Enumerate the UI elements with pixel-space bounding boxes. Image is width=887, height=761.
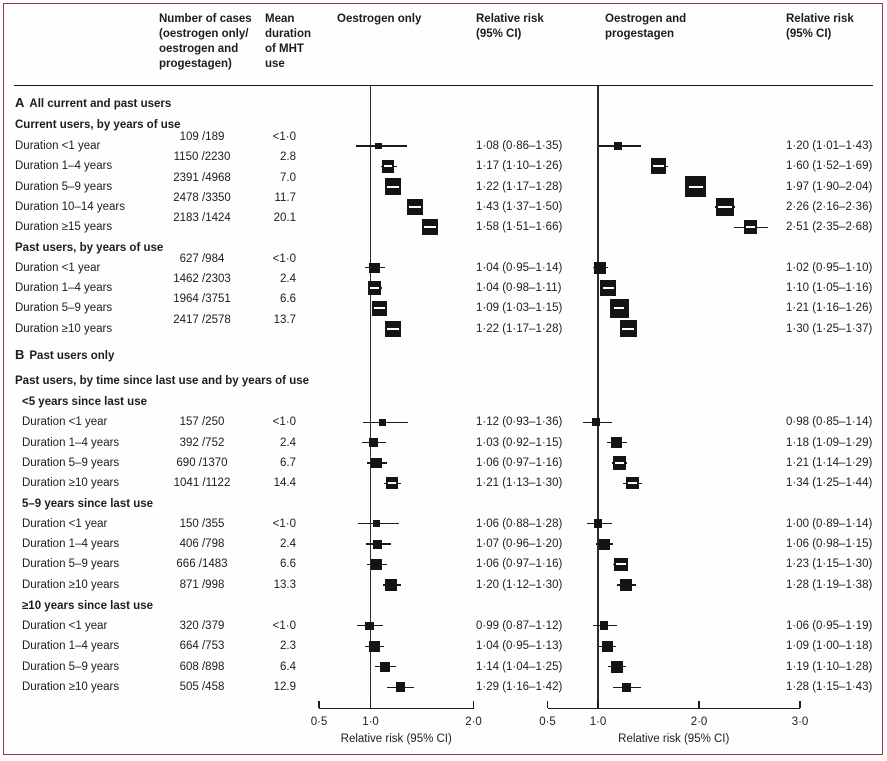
header-line: (95% CI) <box>786 28 832 40</box>
section-title: A All current and past users <box>15 95 172 110</box>
mean-duration-value: 6.6 <box>280 558 296 571</box>
forest-marker <box>594 519 603 528</box>
mean-duration-value: <1·0 <box>272 252 296 265</box>
rr-text-oestrogen-progestagen: 1·21 (1·16–1·26) <box>786 302 873 315</box>
x-axis-tick-label: 2·0 <box>690 716 708 728</box>
rr-text-oestrogen-only: 1·04 (0·95–1·14) <box>476 261 563 274</box>
row-label: Duration <1 year <box>22 416 108 429</box>
mean-duration-value: <1·0 <box>272 619 296 632</box>
rr-text-oestrogen-only: 1·21 (1·13–1·30) <box>476 477 563 490</box>
cases-value: 2391 /4968 <box>173 171 231 184</box>
row-label: Duration 1–4 years <box>22 640 120 653</box>
x-axis-line-plot2 <box>548 708 801 709</box>
header-line: use <box>265 58 285 70</box>
rr-text-oestrogen-only: 1·14 (1·04–1·25) <box>476 660 563 673</box>
ci-inner-line <box>615 462 624 464</box>
rr-text-oestrogen-progestagen: 2·51 (2·35–2·68) <box>786 221 873 234</box>
forest-marker <box>600 621 609 630</box>
forest-marker <box>594 262 606 274</box>
mean-duration-value: <1·0 <box>272 416 296 429</box>
ci-inner-line <box>374 307 385 309</box>
rr-text-oestrogen-progestagen: 1·09 (1·00–1·18) <box>786 640 873 653</box>
forest-marker <box>599 539 610 550</box>
header-line: Relative risk <box>476 13 544 25</box>
x-axis-tick-label: 0·5 <box>539 716 556 728</box>
forest-marker <box>592 418 600 426</box>
cases-value: 2478 /3350 <box>173 191 231 204</box>
rr-text-oestrogen-only: 1·06 (0·97–1·16) <box>476 456 563 469</box>
forest-marker <box>622 683 631 692</box>
rr-text-oestrogen-only: 1·04 (0·98–1·11) <box>476 282 562 295</box>
mean-duration-value: 13.7 <box>273 313 296 326</box>
x-axis-title: Relative risk (95% CI) <box>618 733 730 745</box>
cases-value: 320 /379 <box>179 619 225 632</box>
mean-duration-value: 6.6 <box>280 293 296 306</box>
rr-text-oestrogen-progestagen: 1·19 (1·10–1·28) <box>786 660 873 673</box>
x-axis-tick <box>799 701 800 708</box>
ci-inner-line <box>614 307 624 309</box>
cases-value: 2417 /2578 <box>173 313 231 326</box>
header-line: (oestrogen only/ <box>159 28 249 40</box>
rr-text-oestrogen-progestagen: 0·98 (0·85–1·14) <box>786 416 873 429</box>
row-label: Duration <1 year <box>22 517 108 530</box>
rr-text-oestrogen-only: 1·58 (1·51–1·66) <box>476 221 563 234</box>
rr-text-oestrogen-progestagen: 1·23 (1·15–1·30) <box>786 558 873 571</box>
x-axis-tick-label: 2·0 <box>465 716 482 728</box>
ci-inner-line <box>387 328 398 330</box>
cases-value: 157 /250 <box>179 416 225 429</box>
mean-duration-value: 12.9 <box>273 681 296 694</box>
x-axis-tick-label: 0·5 <box>310 716 328 728</box>
rr-text-oestrogen-progestagen: 1·21 (1·14–1·29) <box>786 456 873 469</box>
forest-marker <box>611 661 622 672</box>
x-axis-tick <box>597 701 598 708</box>
forest-marker <box>380 662 390 672</box>
rr-text-oestrogen-progestagen: 1·06 (0·98–1·15) <box>786 538 873 551</box>
ci-inner-line <box>388 482 396 484</box>
forest-marker <box>369 438 378 447</box>
forest-marker <box>379 419 386 426</box>
cases-value: 406 /798 <box>179 538 225 551</box>
rr-text-oestrogen-progestagen: 1·28 (1·15–1·43) <box>786 681 873 694</box>
header-line: oestrogen and <box>159 43 239 55</box>
ci-inner-line <box>718 206 732 208</box>
row-label: Duration <1 year <box>15 261 101 274</box>
header-line: of MHT <box>265 43 304 55</box>
header-line: Relative risk <box>786 13 854 25</box>
mean-duration-value: 2.4 <box>280 436 296 449</box>
row-label: Duration ≥15 years <box>15 221 113 234</box>
rr-text-oestrogen-progestagen: 1·18 (1·09–1·29) <box>786 436 873 449</box>
mean-duration-value: 7.0 <box>280 171 296 184</box>
row-label: Duration 1–4 years <box>22 538 120 551</box>
row-label: Duration ≥10 years <box>22 477 120 490</box>
forest-marker <box>373 540 382 549</box>
row-label: Duration 1–4 years <box>15 282 113 295</box>
forest-marker <box>396 682 406 692</box>
forest-marker <box>614 142 621 149</box>
rr-text-oestrogen-progestagen: 1·10 (1·05–1·16) <box>786 282 873 295</box>
row-label: Duration ≥10 years <box>22 578 120 591</box>
ci-inner-line <box>409 206 421 208</box>
rr-text-oestrogen-only: 0·99 (0·87–1·12) <box>476 619 563 632</box>
cases-value: 150 /355 <box>179 517 225 530</box>
rr-text-oestrogen-only: 1·12 (0·93–1·36) <box>476 416 563 429</box>
forest-marker <box>375 143 382 150</box>
x-axis-tick <box>473 701 474 708</box>
group-header: Past users, by years of use <box>15 241 164 254</box>
rr-text-oestrogen-only: 1·03 (0·92–1·15) <box>476 436 563 449</box>
mean-duration-value: 2.4 <box>280 538 296 551</box>
ci-inner-line <box>628 482 636 484</box>
rr-text-oestrogen-only: 1·22 (1·17–1·28) <box>476 180 563 193</box>
rr-text-oestrogen-only: 1·07 (0·96–1·20) <box>476 538 563 551</box>
rr-text-oestrogen-progestagen: 1·02 (0·95–1·10) <box>786 261 873 274</box>
rr-text-oestrogen-progestagen: 1·06 (0·95–1·19) <box>786 619 873 632</box>
group-header: 5–9 years since last use <box>22 497 154 510</box>
ci-inner-line <box>387 186 398 188</box>
forest-marker <box>365 622 373 630</box>
x-axis-tick <box>547 701 548 708</box>
mean-duration-value: 14.4 <box>273 477 296 490</box>
row-label: Duration ≥10 years <box>15 322 113 335</box>
forest-marker <box>369 641 379 651</box>
section-subtitle: Past users, by time since last use and by years of use <box>15 375 310 387</box>
header-line: Oestrogen and <box>605 13 687 25</box>
cases-value: 1041 /1122 <box>173 477 231 490</box>
rr-text-oestrogen-progestagen: 1·30 (1·25–1·37) <box>786 322 873 335</box>
mean-duration-value: 6.4 <box>280 660 296 673</box>
cases-value: 109 /189 <box>179 131 225 143</box>
rr-text-oestrogen-only: 1·08 (0·86–1·35) <box>476 140 563 152</box>
forest-marker <box>369 263 379 273</box>
cases-value: 627 /984 <box>179 252 225 265</box>
ci-inner-line <box>384 165 392 167</box>
rr-text-oestrogen-only: 1·43 (1·37–1·50) <box>476 200 563 213</box>
x-axis-tick <box>318 701 319 708</box>
rr-text-oestrogen-progestagen: 1·34 (1·25–1·44) <box>786 477 873 490</box>
x-axis-title: Relative risk (95% CI) <box>340 733 452 745</box>
mean-duration-value: 20.1 <box>273 212 296 225</box>
header-line: progestagen) <box>159 58 232 70</box>
header-line: duration <box>265 28 311 40</box>
group-header: ≥10 years since last use <box>22 599 153 612</box>
cases-value: 2183 /1424 <box>173 212 231 225</box>
mean-duration-value: 2.8 <box>280 151 296 164</box>
section-title: B Past users only <box>15 347 115 362</box>
row-label: Duration 10–14 years <box>15 200 125 213</box>
ci-inner-line <box>370 287 380 289</box>
mean-duration-value: 6.7 <box>280 456 296 469</box>
rr-text-oestrogen-only: 1·06 (0·88–1·28) <box>476 517 563 530</box>
forest-marker <box>602 641 613 652</box>
ci-inner-line <box>746 226 755 228</box>
cases-value: 608 /898 <box>179 660 225 673</box>
cases-value: 1964 /3751 <box>173 293 231 306</box>
header-line: progestagen <box>605 28 675 40</box>
header-line: Mean <box>265 13 295 25</box>
mean-duration-value: 11.7 <box>274 191 296 204</box>
cases-value: 505 /458 <box>179 681 225 694</box>
rr-text-oestrogen-progestagen: 1·28 (1·19–1·38) <box>786 578 873 591</box>
rr-text-oestrogen-only: 1·17 (1·10–1·26) <box>476 160 563 173</box>
mean-duration-value: 2.4 <box>280 273 296 286</box>
cases-value: 690 /1370 <box>176 456 228 469</box>
ci-inner-line <box>616 563 626 565</box>
rr-text-oestrogen-only: 1·04 (0·95–1·13) <box>476 640 563 653</box>
column-header-oestrogen-only: Oestrogen only <box>337 13 422 25</box>
row-label: Duration 5–9 years <box>22 456 120 469</box>
rr-text-oestrogen-progestagen: 1·00 (0·89–1·14) <box>786 517 873 530</box>
row-label: Duration <1 year <box>15 140 101 152</box>
x-axis-tick <box>370 701 371 708</box>
header-line: (95% CI) <box>476 28 522 40</box>
ci-inner-line <box>603 287 614 289</box>
reference-line-rr1-plot1 <box>370 86 371 708</box>
row-label: Duration 1–4 years <box>15 160 113 173</box>
cases-value: 1150 /2230 <box>173 151 231 164</box>
rr-text-oestrogen-progestagen: 1·60 (1·52–1·69) <box>786 160 873 173</box>
x-axis-line-plot1 <box>319 708 474 709</box>
forest-marker <box>385 579 396 590</box>
ci-inner-line <box>424 226 436 228</box>
group-header: Current users, by years of use <box>15 119 181 131</box>
forest-marker <box>371 458 382 469</box>
header-line: Number of cases <box>159 13 252 25</box>
rr-text-oestrogen-progestagen: 1·97 (1·90–2·04) <box>786 180 873 193</box>
row-label: Duration 5–9 years <box>22 558 120 571</box>
forest-marker <box>620 579 632 591</box>
rr-text-oestrogen-progestagen: 1·20 (1·01–1·43) <box>786 140 873 152</box>
row-label: Duration 5–9 years <box>15 302 113 315</box>
forest-marker <box>373 520 380 527</box>
section-letter: B <box>15 347 25 362</box>
cases-value: 1462 /2303 <box>173 273 231 286</box>
ci-inner-line <box>622 328 634 330</box>
rr-text-oestrogen-only: 1·29 (1·16–1·42) <box>476 681 563 694</box>
cases-value: 871 /998 <box>179 578 225 591</box>
cases-value: 392 /752 <box>179 436 225 449</box>
section-letter: A <box>15 95 25 110</box>
cases-value: 664 /753 <box>179 640 225 653</box>
mean-duration-value: 2.3 <box>280 640 296 653</box>
mean-duration-value: <1·0 <box>272 517 296 530</box>
x-axis-tick-label: 3·0 <box>791 716 809 728</box>
row-label: Duration <1 year <box>22 619 108 632</box>
x-axis-tick-label: 1·0 <box>589 716 607 728</box>
row-label: Duration ≥10 years <box>22 681 120 694</box>
mean-duration-value: 13.3 <box>273 578 296 591</box>
group-header: <5 years since last use <box>22 396 147 408</box>
x-axis-tick-label: 1·0 <box>362 716 379 728</box>
row-label: Duration 1–4 years <box>22 436 120 449</box>
rr-text-oestrogen-progestagen: 2·26 (2·16–2·36) <box>786 200 873 213</box>
ci-inner-line <box>653 165 665 167</box>
rr-text-oestrogen-only: 1·09 (1·03–1·15) <box>476 302 563 315</box>
ci-inner-line <box>689 186 703 188</box>
forest-marker <box>611 437 622 448</box>
rr-text-oestrogen-only: 1·20 (1·12–1·30) <box>476 578 563 591</box>
row-label: Duration 5–9 years <box>22 660 120 673</box>
cases-value: 666 /1483 <box>176 558 228 571</box>
x-axis-tick <box>698 701 699 708</box>
row-label: Duration 5–9 years <box>15 180 113 193</box>
forest-marker <box>371 559 381 569</box>
mean-duration-value: <1·0 <box>272 131 296 143</box>
rr-text-oestrogen-only: 1·22 (1·17–1·28) <box>476 322 563 335</box>
reference-line-rr1-plot2 <box>597 86 598 708</box>
rr-text-oestrogen-only: 1·06 (0·97–1·16) <box>476 558 563 571</box>
